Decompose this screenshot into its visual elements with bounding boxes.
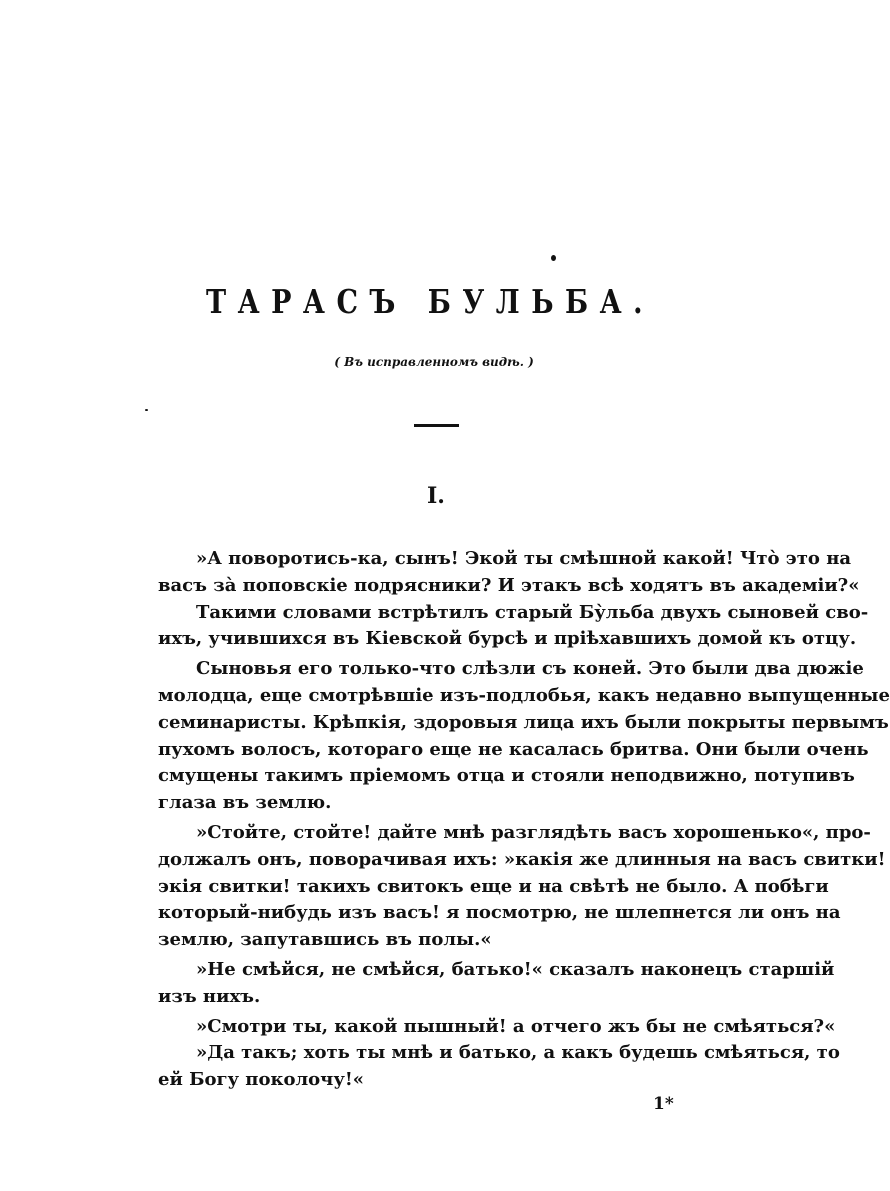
- text-line: Такими словами встрѣтилъ старый Бу̀льба двухъ сыновей сво-: [196, 601, 869, 623]
- text-line: ихъ, учившихся въ Кіевской бурсѣ и пріѣхавшихъ домой къ отцу.: [158, 628, 857, 650]
- text-line: молодца, еще смотрѣвшіе изъ-подлобья, какъ недавно выпущенные: [158, 684, 890, 706]
- text-line: »Да такъ; хоть ты мнѣ и батько, а какъ будешь смѣяться, то: [196, 1042, 840, 1064]
- text-line: который-нибудь изъ васъ! я посмотрю, не шлепнется ли онъ на: [158, 902, 841, 924]
- text-line: семинаристы. Крѣпкія, здоровыя лица ихъ были покрыты первымъ: [158, 711, 889, 733]
- text-line: »Стойте, стойте! дайте мнѣ разглядѣть васъ хорошенько«, про-: [196, 821, 871, 843]
- ink-speck: [145, 409, 148, 411]
- text-line: Сыновья его только-что слѣзли съ коней. Это были два дюжіе: [196, 658, 864, 680]
- text-line: глаза въ землю.: [158, 792, 332, 814]
- text-line: »Не смѣйся, не смѣйся, батько!« сказалъ наконецъ старшій: [196, 958, 835, 980]
- ink-speck: [551, 255, 556, 261]
- text-line: ей Богу поколочу!«: [158, 1069, 365, 1091]
- page-subtitle: ( Въ исправленномъ видѣ. ): [334, 355, 534, 369]
- page-title: ТАРАСЪ БУЛЬБА.: [205, 282, 655, 321]
- page-number: 1*: [653, 1094, 674, 1114]
- text-line: васъ за̀ поповскіе подрясники? И этакъ всѣ ходятъ въ академіи?«: [158, 574, 860, 596]
- text-line: изъ нихъ.: [158, 985, 261, 1007]
- text-line: землю, запутавшись въ полы.«: [158, 929, 492, 951]
- text-line: пухомъ волосъ, котораго еще не касалась бритва. Они были очень: [158, 738, 869, 760]
- text-line: должалъ онъ, поворачивая ихъ: »какія же длинныя на васъ свитки!: [158, 848, 886, 870]
- title-divider: [414, 424, 459, 427]
- text-line: »Смотри ты, какой пышный! а отчего жъ бы не смѣяться?«: [196, 1015, 836, 1037]
- text-line: смущены такимъ пріемомъ отца и стояли неподвижно, потупивъ: [158, 765, 855, 787]
- body-text: [158, 546, 890, 1094]
- chapter-number: I.: [427, 483, 445, 509]
- text-line: экія свитки! такихъ свитокъ еще и на свѣтѣ не было. А побѣги: [158, 875, 829, 897]
- text-line: »А поворотись-ка, сынъ! Экой ты смѣшной какой! Что̀ это на: [196, 548, 852, 569]
